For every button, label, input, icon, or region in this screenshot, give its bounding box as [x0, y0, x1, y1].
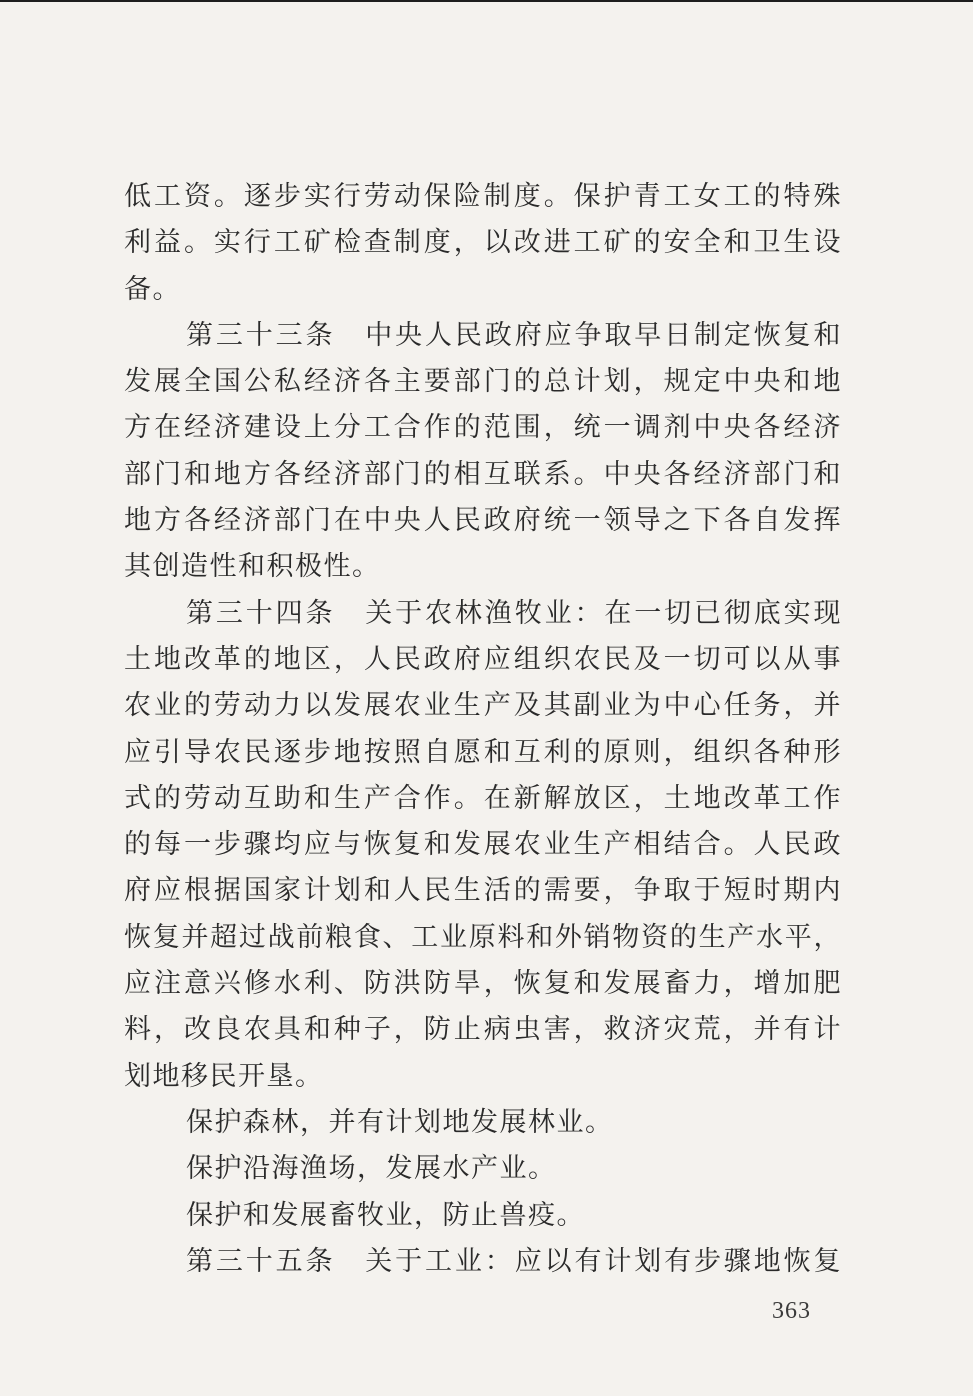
livestock-line: 保护和发展畜牧业，防止兽疫。: [186, 1199, 585, 1231]
text-line: 划地移民开垦。: [124, 1060, 324, 1092]
text-line: 府应根据国家计划和人民生活的需要，争取于短时期内: [124, 875, 842, 907]
text-line: 地方各经济部门在中央人民政府统一领导之下各自发挥: [124, 505, 842, 537]
text-line: 低工资。逐步实行劳动保险制度。保护青工女工的特殊: [124, 181, 842, 212]
article-33-heading-line: 第三十三条 中央人民政府应争取早日制定恢复和: [186, 319, 842, 351]
fishery-line: 保护沿海渔场，发展水产业。: [186, 1153, 557, 1185]
text-line: 式的劳动互助和生产合作。在新解放区，土地改革工作: [124, 782, 842, 814]
text-line: 利益。实行工矿检查制度，以改进工矿的安全和卫生设: [124, 227, 842, 259]
text-line: 料，改良农具和种子，防止病虫害，救济灾荒，并有计: [124, 1014, 842, 1046]
text-line: 部门和地方各经济部门的相互联系。中央各经济部门和: [124, 458, 842, 490]
page-number: 363: [772, 1298, 811, 1324]
text-line: 其创造性和积极性。: [124, 551, 381, 583]
text-line: 的每一步骤均应与恢复和发展农业生产相结合。人民政: [124, 829, 842, 861]
article-35-heading-line: 第三十五条 关于工业：应以有计划有步骤地恢复: [186, 1245, 842, 1277]
text-line: 方在经济建设上分工合作的范围，统一调剂中央各经济: [124, 412, 842, 444]
text-line: 土地改革的地区，人民政府应组织农民及一切可以从事: [124, 643, 842, 675]
forestry-line: 保护森林，并有计划地发展林业。: [186, 1106, 614, 1138]
text-line: 应注意兴修水利、防洪防旱，恢复和发展畜力，增加肥: [124, 968, 842, 1000]
body-text: [124, 174, 842, 1285]
text-line: 备。: [124, 273, 181, 305]
text-line: 恢复并超过战前粮食、工业原料和外销物资的生产水平，: [124, 921, 842, 953]
article-34-heading-line: 第三十四条 关于农林渔牧业：在一切已彻底实现: [186, 597, 842, 629]
text-line: 应引导农民逐步地按照自愿和互利的原则，组织各种形: [124, 736, 842, 768]
text-line: 发展全国公私经济各主要部门的总计划，规定中央和地: [124, 366, 842, 398]
text-line: 农业的劳动力以发展农业生产及其副业为中心任务，并: [124, 690, 842, 722]
